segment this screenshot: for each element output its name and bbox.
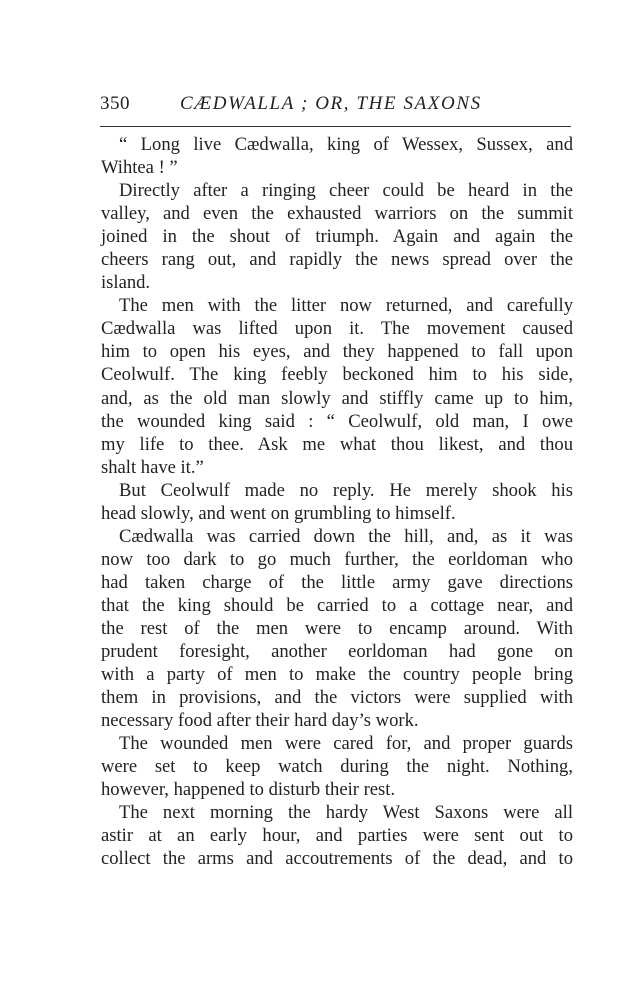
text-line: Cædwalla was lifted upon it. The movement caused <box>101 318 573 340</box>
text-line: him to open his eyes, and they happened to fall upon <box>101 341 573 363</box>
text-line: prudent foresight, another eorldoman had gone on <box>101 641 573 663</box>
text-line: the rest of the men were to encamp around. With <box>101 617 573 639</box>
running-head: CÆDWALLA ; OR, THE SAXONS <box>180 93 482 114</box>
text-line: astir at an early hour, and parties were sent out to <box>101 825 573 847</box>
text-line: my life to thee. Ask me what thou likest, and thou <box>101 433 573 455</box>
text-line: joined in the shout of triumph. Again and again the <box>101 226 573 248</box>
text-line: The men with the litter now returned, and carefully <box>119 295 573 317</box>
text-line: island. <box>101 272 151 294</box>
page-number: 350 <box>100 93 130 114</box>
text-line: with a party of men to make the country people bring <box>101 664 573 686</box>
text-line: them in provisions, and the victors were supplied with <box>101 687 573 709</box>
text-line: head slowly, and went on grumbling to himself. <box>101 502 456 524</box>
page-header <box>100 93 572 123</box>
text-line: were set to keep watch during the night. Nothing, <box>101 756 573 778</box>
text-line: and, as the old man slowly and stiffly came up to him, <box>101 387 573 409</box>
text-line: had taken charge of the little army gave directions <box>101 571 573 593</box>
text-line: “ Long live Cædwalla, king of Wessex, Sussex, and <box>119 134 573 155</box>
header-rule <box>100 126 571 127</box>
text-line: necessary food after their hard day’s work. <box>101 710 419 732</box>
text-line: But Ceolwulf made no reply. He merely shook his <box>119 479 573 501</box>
text-line: shalt have it.” <box>101 456 204 478</box>
text-line: however, happened to disturb their rest. <box>101 779 396 801</box>
text-line: Cædwalla was carried down the hill, and, as it was <box>119 525 573 547</box>
text-line: Ceolwulf. The king feebly beckoned him to his side, <box>101 364 573 386</box>
text-line: cheers rang out, and rapidly the news spread over the <box>101 249 573 271</box>
text-line: valley, and even the exhausted warriors on the summit <box>101 203 573 225</box>
text-line: Wihtea ! ” <box>101 157 178 179</box>
text-line: The wounded men were cared for, and proper guards <box>119 733 573 755</box>
text-line: collect the arms and accoutrements of the dead, and to <box>101 848 573 870</box>
text-line: that the king should be carried to a cottage near, and <box>101 594 573 616</box>
text-line: the wounded king said : “ Ceolwulf, old man, I owe <box>101 410 573 432</box>
body-text <box>101 133 573 871</box>
text-line: now too dark to go much further, the eorldoman who <box>101 548 573 570</box>
text-line: Directly after a ringing cheer could be heard in the <box>119 180 573 202</box>
text-line: The next morning the hardy West Saxons were all <box>119 802 573 824</box>
